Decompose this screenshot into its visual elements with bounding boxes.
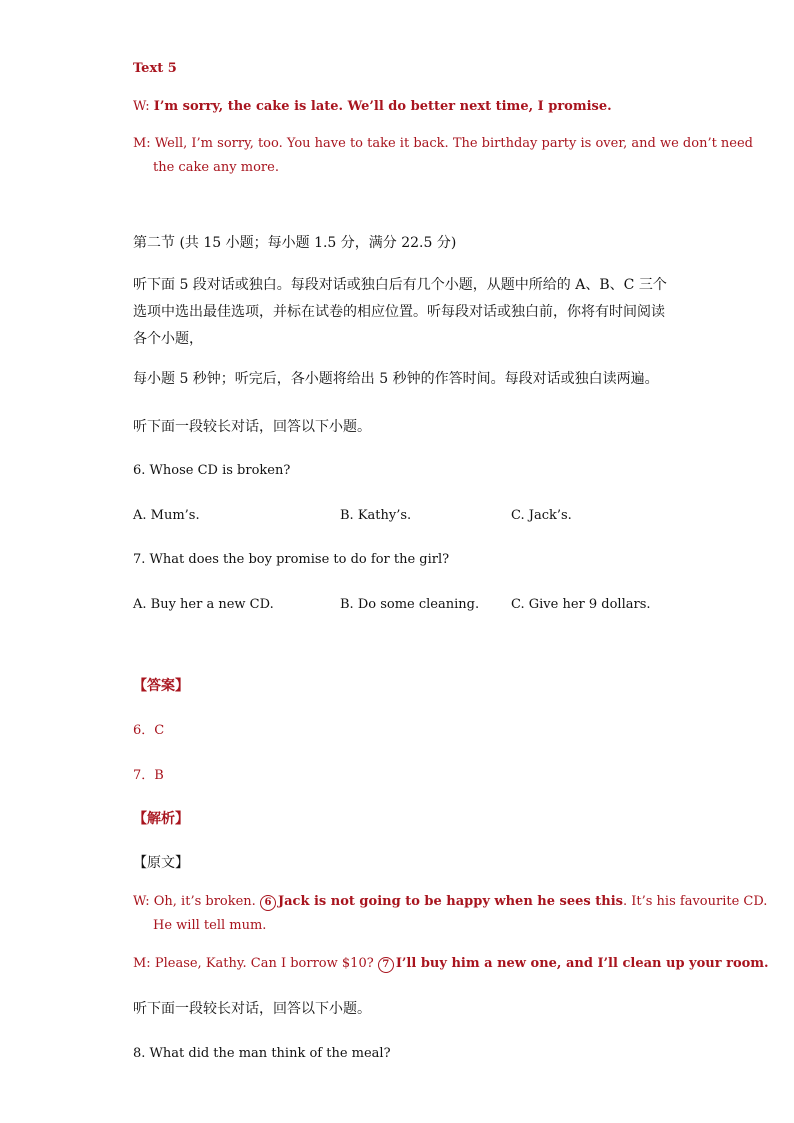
circled-number-7-icon: 7 [378,957,394,973]
woman-speech-post: . It’s his favourite CD. [622,894,768,909]
instructions-line1: 听下面 5 段对话或独白。每段对话或独白后有几个小题，从题中所给的 A、B、C 三个 [133,277,667,293]
instructions-line3: 各个小题， [133,331,203,347]
original-text-label: 【原文】 [133,855,189,871]
speaker-w: W: [133,894,150,909]
transcript-woman-line2: He will tell mum. [153,918,267,933]
question-7-option-a: A. Buy her a new CD. [133,597,274,612]
question-7-stem: 7. What does the boy promise to do for the girl? [133,552,450,567]
listen-prompt-2: 听下面一段较长对话，回答以下小题。 [133,1001,371,1017]
woman-speech-key: Jack is not going to be happy when he sees this [277,894,623,909]
answer-6: 6．C [133,723,165,738]
man-speech-pre: Please, Kathy. Can I borrow $10? [154,956,374,971]
speaker-m: M: [133,956,151,971]
speaker-m: M: [133,136,151,151]
instructions-line2: 选项中选出最佳选项，并标在试卷的相应位置。听每段对话或独白前，你将有时间阅读 [133,304,665,320]
transcript-woman-line [133,893,767,911]
answer-label: 【答案】 [133,678,189,694]
woman-speech: I’m sorry, the cake is late. We’ll do better next time, I promise. [153,99,612,114]
question-6-option-a: A. Mum’s. [133,508,200,523]
question-8-stem: 8. What did the man think of the meal? [133,1046,391,1061]
woman-speech-pre: Oh, it’s broken. [153,894,256,909]
section2-heading: 第二节 (共 15 小题；每小题 1.5 分，满分 22.5 分) [133,235,457,251]
question-7-option-b: B. Do some cleaning. [340,597,480,612]
text5-woman-line [133,98,612,116]
answer-7: 7．B [133,768,164,783]
speaker-w: W: [133,99,150,114]
man-speech-line2: the cake any more. [153,160,279,175]
question-6-option-b: B. Kathy’s. [340,508,412,523]
transcript-man-line [133,955,769,973]
analysis-label: 【解析】 [133,811,189,827]
question-6-stem: 6. Whose CD is broken? [133,463,291,478]
man-speech-key: I’ll buy him a new one, and I’ll clean up your room. [395,956,769,971]
man-speech-line1: Well, I’m sorry, too. You have to take it back. The birthday party is over, and we don’t need [154,136,754,151]
listen-prompt: 听下面一段较长对话，回答以下小题。 [133,419,371,435]
instructions-timing: 每小题 5 秒钟；听完后，各小题将给出 5 秒钟的作答时间。每段对话或独白读两遍。 [133,371,659,387]
circled-number-6-icon: 6 [260,895,276,911]
text5-man-line [133,135,753,153]
question-7-option-c: C. Give her 9 dollars. [511,597,651,612]
question-6-option-c: C. Jack’s. [511,508,572,523]
text5-title: Text 5 [133,61,177,76]
